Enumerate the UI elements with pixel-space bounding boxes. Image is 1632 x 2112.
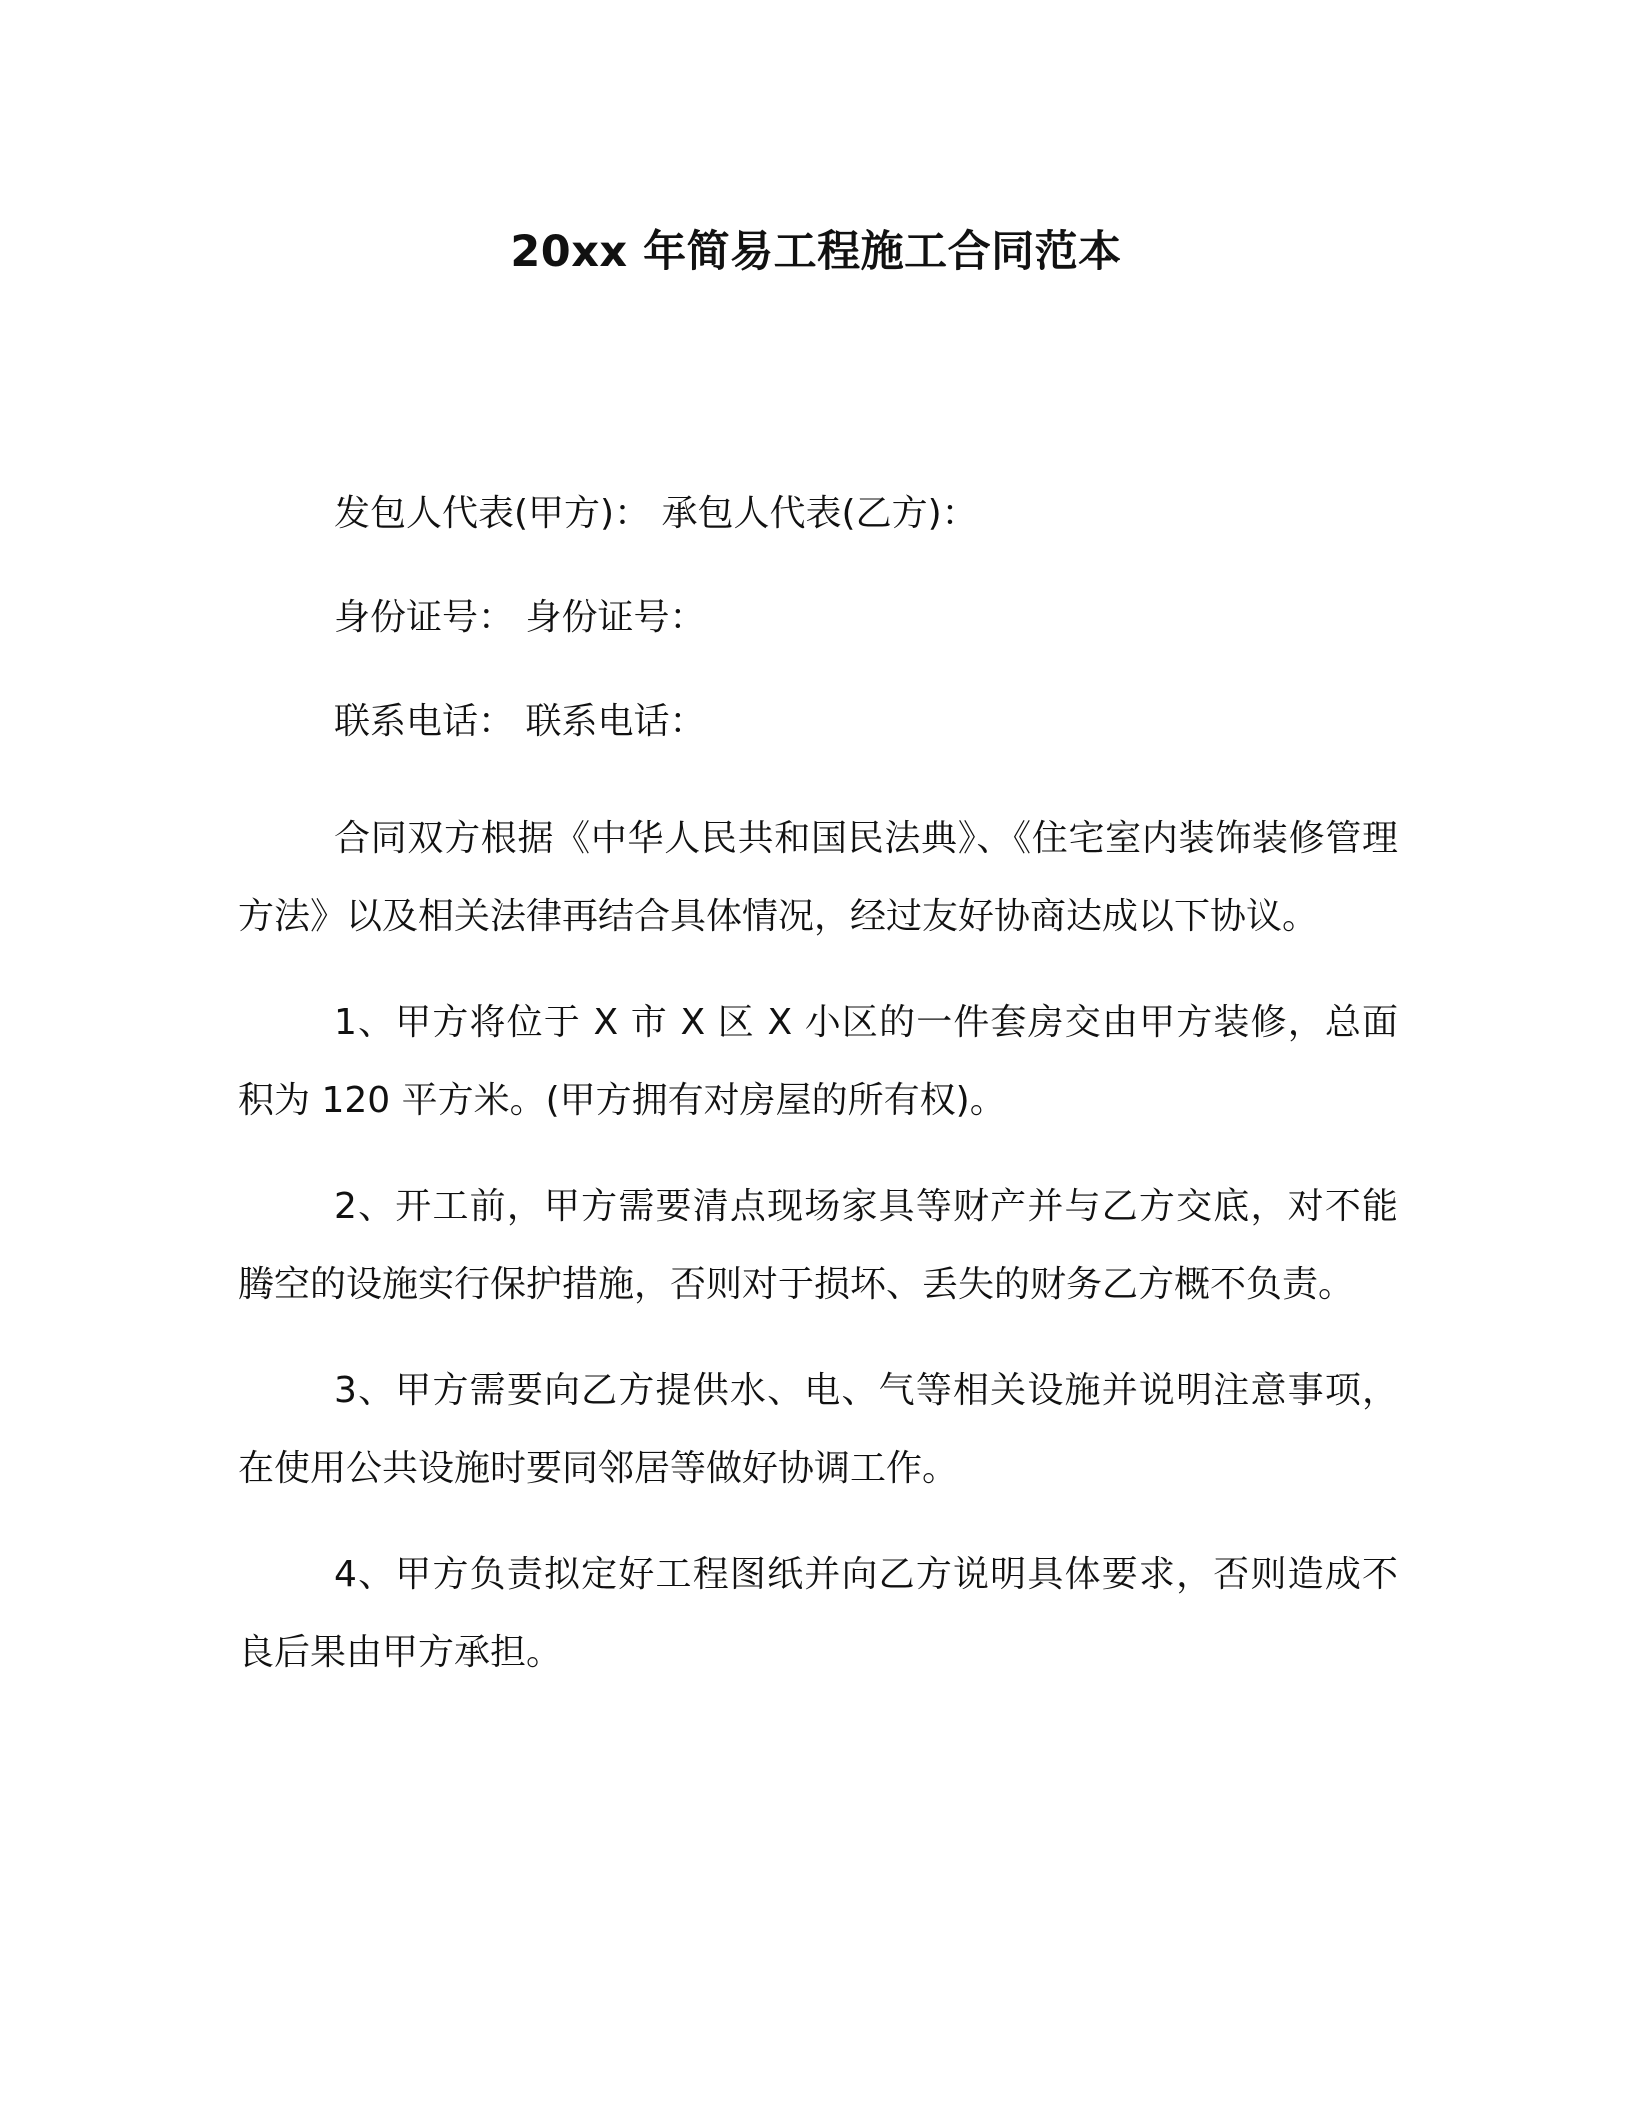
- document-title: 20xx 年简易工程施工合同范本: [510, 227, 1122, 277]
- id-number-line: 身份证号： 身份证号：: [334, 597, 706, 638]
- document-body: [238, 488, 1398, 1720]
- clause-3: 3、甲方需要向乙方提供水、电、气等相关设施并说明注意事项，在使用公共设施时要同邻居等做好协调工作。: [238, 1370, 1398, 1489]
- agreement-preamble: 合同双方根据《中华人民共和国民法典》、《住宅室内装饰装修管理方法》以及相关法律再结合具体情况，经过友好协商达成以下协议。: [238, 818, 1398, 937]
- clause-2: 2、开工前，甲方需要清点现场家具等财产并与乙方交底，对不能腾空的设施实行保护措施，否则对于损坏、丢失的财务乙方概不负责。: [238, 1186, 1398, 1305]
- clause-1: 1、甲方将位于 X 市 X 区 X 小区的一件套房交由甲方装修，总面积为 120 平方米。(甲方拥有对房屋的所有权)。: [238, 1002, 1398, 1121]
- party-representatives-line: 发包人代表(甲方)： 承包人代表(乙方)：: [334, 493, 978, 534]
- clause-4: 4、甲方负责拟定好工程图纸并向乙方说明具体要求，否则造成不良后果由甲方承担。: [238, 1554, 1398, 1673]
- phone-line: 联系电话： 联系电话：: [334, 701, 706, 742]
